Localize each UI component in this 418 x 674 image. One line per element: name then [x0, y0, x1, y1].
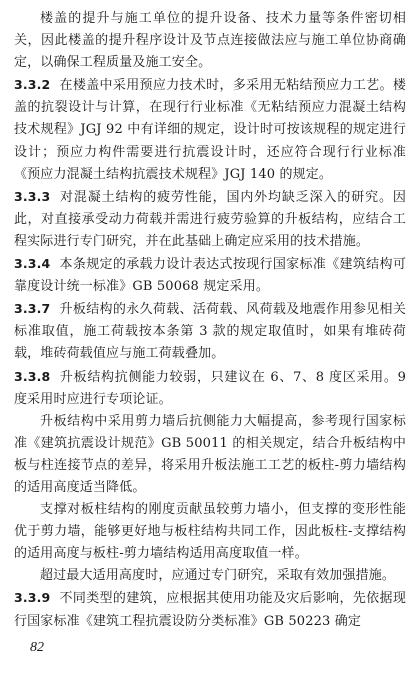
clause-number: 3.3.4	[14, 256, 51, 272]
paragraph-text: 超过最大适用高度时，应通过专门研究，采取有效加强措施。	[40, 568, 396, 584]
clause-3-3-2	[14, 74, 406, 185]
paragraph-text: 升板结构抗侧能力较弱，只建议在 6、7、8 度区采用。9 度采用时应进行专项论证。	[14, 369, 406, 407]
clause-number: 3.3.2	[14, 77, 51, 93]
paragraph-text: 升板结构中采用剪力墙后抗侧能力大幅提高，参考现行国家标准《建筑抗震设计规范》GB 50011 的相关规定，结合升板结构中板与柱连接节点的差异，将采用升板法施工工艺的板柱-剪力墙结构的适用高度适当降低。	[14, 413, 406, 495]
paragraph-text: 楼盖的提升与施工单位的提升设备、技术力量等条件密切相关，因此楼盖的提升程序设计及节点连接做法应与施工单位协商确定，以确保工程质量及施工安全。	[14, 11, 406, 71]
clause-3-3-8	[14, 366, 406, 411]
clause-number: 3.3.3	[14, 188, 51, 204]
clause-number: 3.3.8	[14, 368, 51, 384]
paragraph-shear-wall	[14, 411, 406, 499]
clause-3-3-9	[14, 587, 406, 632]
paragraph-text: 对混凝土结构的疲劳性能，国内外均缺乏深入的研究。因此，对直接承受动力荷载并需进行疲劳验算的升板结构，应结合工程实际进行专门研究，并在此基础上确定应采用的技术措施。	[14, 189, 406, 249]
paragraph-max-height	[14, 565, 406, 587]
paragraph-text: 在楼盖中采用预应力技术时，多采用无粘结预应力工艺。楼盖的抗裂设计与计算，在现行行业标准《无粘结预应力混凝土结构技术规程》JGJ 92 中有详细的规定，设计时可按该规程的规定进行设计；预应力构件需要进行抗震设计时，还应符合现行行业标准《预应力混凝土结构抗震技术规程》JGJ 140 的规定。	[14, 78, 406, 182]
paragraph-bracing	[14, 499, 406, 565]
body-text	[14, 8, 406, 633]
paragraph-text: 不同类型的建筑，应根据其使用功能及灾后影响，先依据现行国家标准《建筑工程抗震设防分类标准》GB 50223 确定	[14, 591, 406, 629]
paragraph-text: 支撑对板柱结构的刚度贡献虽较剪力墙小，但支撑的变形性能优于剪力墙，能够更好地与板柱结构共同工作，因此板柱-支撑结构的适用高度与板柱-剪力墙结构适用高度取值一样。	[14, 502, 406, 562]
clause-3-3-4	[14, 253, 406, 298]
paragraph-text: 本条规定的承载力设计表达式按现行国家标准《建筑结构可靠度设计统一标准》GB 50068 规定采用。	[14, 257, 406, 295]
clause-3-3-7	[14, 298, 406, 365]
paragraph-text: 升板结构的永久荷载、活荷载、风荷载及地震作用参见相关标准取值，施工荷载按本条第 3 款的规定取值时，如果有堆砖荷载，堆砖荷载值应与施工荷载叠加。	[14, 302, 406, 362]
paragraph-continuation	[14, 8, 406, 74]
clause-3-3-3	[14, 186, 406, 253]
clause-number: 3.3.9	[14, 590, 51, 606]
page-number: 82	[30, 640, 44, 655]
clause-number: 3.3.7	[14, 301, 51, 317]
